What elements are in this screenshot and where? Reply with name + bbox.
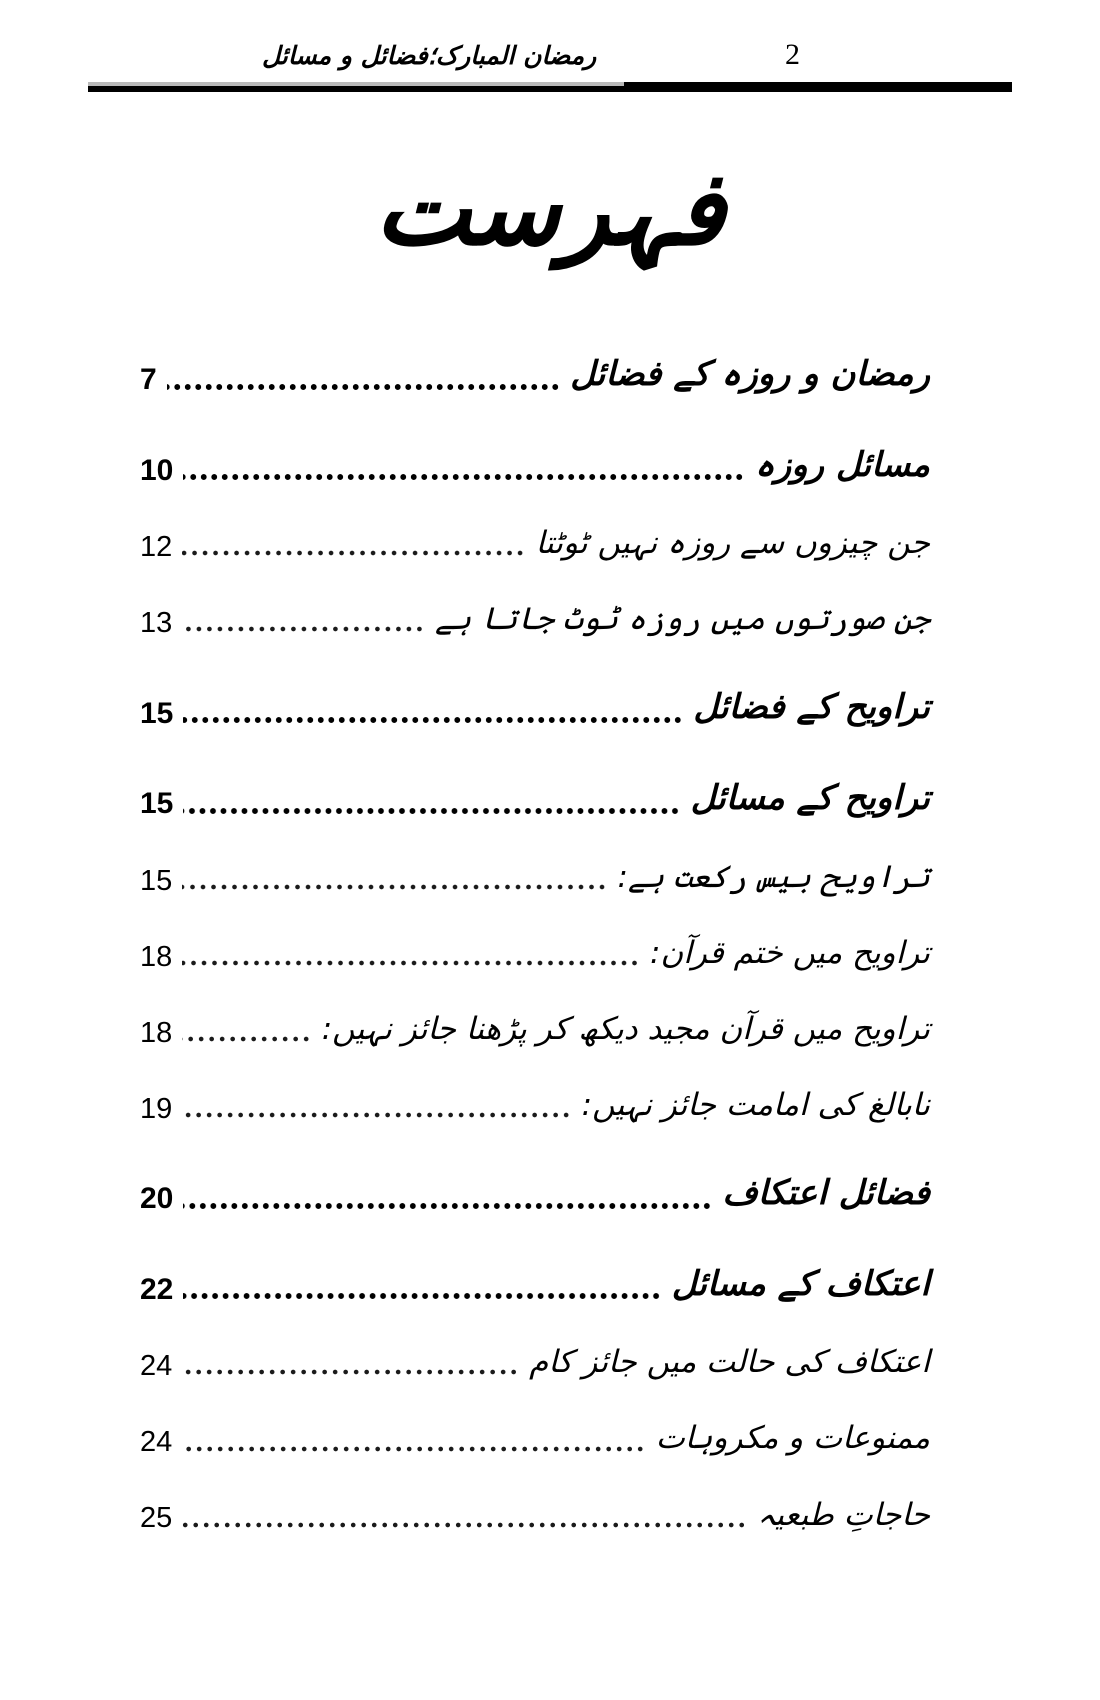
toc-entry-label: رمضان و روزہ کے فضائل: [570, 354, 930, 394]
toc-entry-page-number: 19: [140, 1092, 173, 1125]
toc-entry-page-number: 18: [140, 1016, 173, 1049]
toc-dotted-leader: [182, 1110, 571, 1120]
header-book-title: رمضان المبارک؛فضائل و مسائل: [262, 41, 597, 70]
toc-entry: [140, 348, 930, 401]
toc-entry-label: تراویح بیس رکعت ہے:: [617, 858, 930, 895]
toc-entry-label: حاجاتِ طبعیہ: [757, 1496, 930, 1533]
toc-dotted-leader: [183, 1201, 712, 1211]
toc-dotted-leader: [183, 472, 744, 482]
toc-entry-page-number: 24: [140, 1350, 173, 1383]
toc-dotted-leader: [182, 1444, 645, 1454]
toc-entry-label: تراویح کے فضائل: [693, 687, 930, 728]
toc-entry-label: فضائل اعتکاف: [722, 1173, 930, 1214]
toc-dotted-leader: [182, 624, 425, 634]
toc-dotted-leader: [182, 1520, 747, 1530]
toc-entry-page-number: 25: [140, 1502, 173, 1535]
toc-entry-label: جن صورتوں میں روزہ ٹوٹ جاتا ہے: [434, 601, 930, 638]
toc-list: [140, 348, 930, 1539]
toc-dotted-leader: [167, 382, 561, 392]
toc-entry: [140, 681, 930, 734]
toc-entry-page-number: 24: [140, 1426, 173, 1459]
toc-dotted-leader: [182, 548, 525, 558]
toc-entry: [140, 1338, 930, 1386]
toc-entry: [140, 929, 930, 977]
toc-entry: [140, 1491, 930, 1539]
toc-entry-label: جن چیزوں سے روزہ نہیں ٹوٹتا: [535, 525, 930, 562]
toc-entry-page-number: 15: [140, 787, 174, 821]
toc-entry-page-number: 15: [140, 864, 173, 897]
toc-dotted-leader: [182, 1034, 311, 1044]
toc-entry-page-number: 13: [140, 607, 173, 640]
toc-dotted-leader: [183, 1291, 661, 1301]
toc-entry-label: تراویح میں قرآن مجید دیکھ کر پڑھنا جائز نہیں:: [321, 1010, 930, 1047]
toc-entry: [140, 1005, 930, 1053]
toc-entry-label: تراویح میں ختم قرآن:: [650, 934, 930, 971]
toc-entry: [140, 1081, 930, 1129]
page-header: [0, 0, 1100, 76]
toc-entry: [140, 1414, 930, 1462]
toc-entry-label: تراویح کے مسائل: [690, 778, 930, 819]
toc-title: فہرست: [374, 150, 726, 269]
toc-entry-label: نابالغ کی امامت جائز نہیں:: [581, 1086, 930, 1123]
toc-dotted-leader: [183, 715, 683, 725]
toc-dotted-leader: [183, 806, 680, 816]
toc-entry: [140, 1258, 930, 1311]
toc-entry-page-number: 10: [140, 453, 174, 487]
header-page-number: 2: [785, 38, 800, 71]
toc-dotted-leader: [182, 1367, 519, 1377]
toc-entry-page-number: 18: [140, 940, 173, 973]
toc-entry-page-number: 15: [140, 696, 174, 730]
toc-entry-page-number: 12: [140, 531, 173, 564]
toc-dotted-leader: [182, 958, 640, 968]
toc-entry: [140, 595, 930, 643]
toc-entry-page-number: 20: [140, 1182, 174, 1216]
toc-entry: [140, 439, 930, 492]
toc-entry-label: مسائل روزہ: [754, 444, 930, 485]
toc-entry: [140, 853, 930, 901]
toc-entry: [140, 772, 930, 825]
toc-dotted-leader: [182, 882, 607, 892]
toc-entry: [140, 1167, 930, 1220]
toc-entry-label: اعتکاف کی حالت میں جائز کام: [529, 1344, 930, 1381]
toc-entry-label: اعتکاف کے مسائل: [671, 1263, 930, 1304]
header-rule: [88, 82, 1012, 92]
toc-entry-label: ممنوعات و مکروہات: [655, 1420, 930, 1457]
toc-entry: [140, 519, 930, 567]
toc-entry-page-number: 7: [140, 363, 157, 397]
toc-entry-page-number: 22: [140, 1272, 174, 1306]
